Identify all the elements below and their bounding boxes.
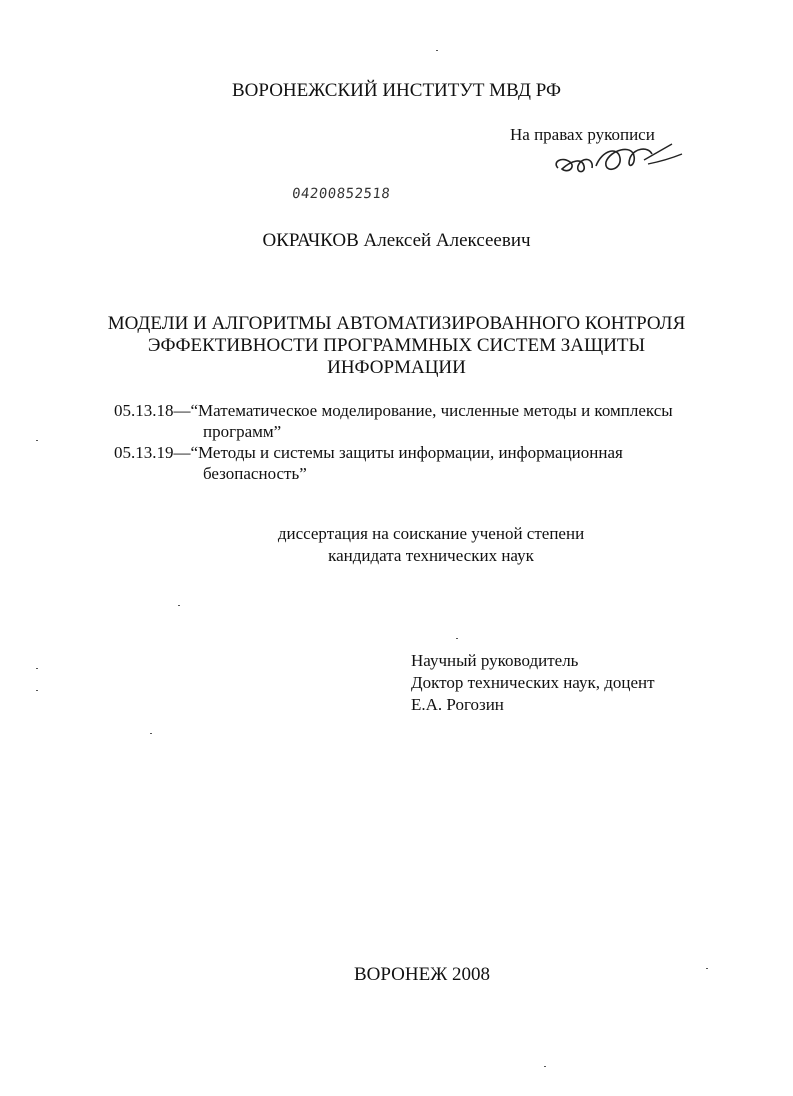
scan-speck [36,690,38,691]
inventory-number: 04200852518 [291,186,392,202]
dissertation-title [0,313,793,379]
scan-speck [456,638,458,639]
author-name: ОКРАЧКОВ Алексей Алексеевич [262,230,531,251]
city-and-year: ВОРОНЕЖ 2008 [353,964,490,985]
supervisor-role: Научный руководитель [411,651,579,670]
specialty-continuation: программ” [203,422,282,441]
specialty-continuation: безопасность” [203,464,307,483]
specialty-line: 05.13.18—“Математическое моделирование, численные методы и комплексы [114,401,673,420]
supervisor-block [411,650,655,716]
manuscript-rights-note: На правах рукописи [510,125,655,144]
scan-speck [150,733,152,734]
scan-speck [436,50,438,51]
scan-speck [36,440,38,441]
scan-speck [544,1066,546,1067]
supervisor-degree: Доктор технических наук, доцент [411,673,655,692]
supervisor-name: Е.А. Рогозин [411,695,504,714]
institute-heading: ВОРОНЕЖСКИЙ ИНСТИТУТ МВД РФ [232,80,561,101]
degree-line: диссертация на соискание ученой степени [277,524,585,543]
specialty-list [114,400,673,484]
scan-speck [36,668,38,669]
scan-speck [706,968,708,969]
title-line: МОДЕЛИ И АЛГОРИТМЫ АВТОМАТИЗИРОВАННОГО КОНТРОЛЯ [107,313,686,334]
title-line: ИНФОРМАЦИИ [327,357,466,378]
degree-line: кандидата технических наук [328,546,534,565]
handwritten-signature [548,136,688,182]
scan-speck [178,605,180,606]
title-line: ЭФФЕКТИВНОСТИ ПРОГРАММНЫХ СИСТЕМ ЗАЩИТЫ [147,335,646,356]
specialty-line: 05.13.19—“Методы и системы защиты информации, информационная [114,443,623,462]
degree-statement [0,523,793,567]
